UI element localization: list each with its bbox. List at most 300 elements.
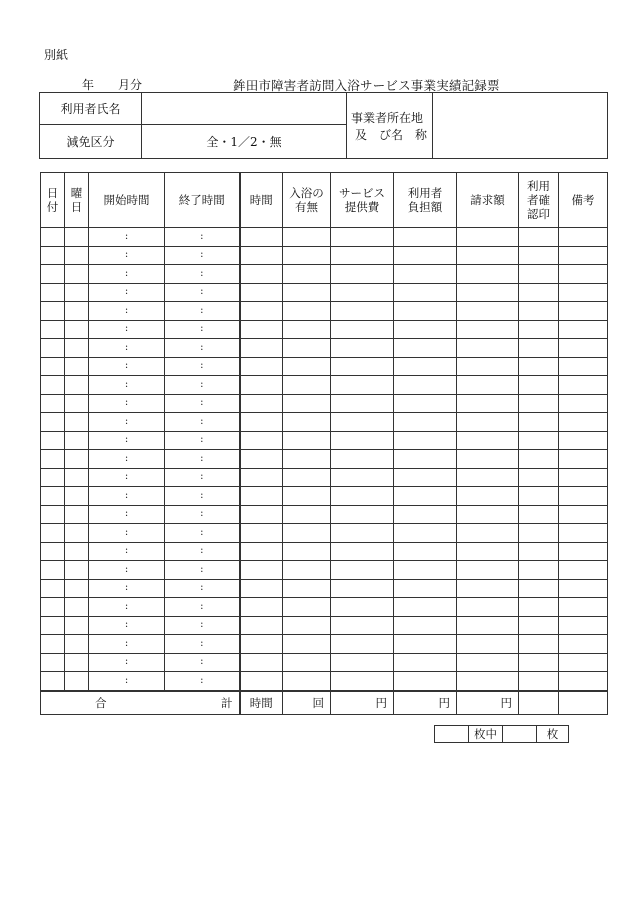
- service-cost-cell[interactable]: [331, 394, 394, 413]
- bath-cell[interactable]: [283, 431, 331, 450]
- user-confirm-cell[interactable]: [519, 265, 559, 284]
- user-burden-cell[interactable]: [394, 487, 457, 506]
- user-confirm-cell[interactable]: [519, 635, 559, 654]
- start-time-cell[interactable]: :: [89, 302, 165, 321]
- day-cell[interactable]: [41, 468, 65, 487]
- bath-cell[interactable]: [283, 228, 331, 247]
- user-burden-cell[interactable]: [394, 320, 457, 339]
- user-confirm-cell[interactable]: [519, 283, 559, 302]
- end-time-cell[interactable]: :: [165, 302, 240, 321]
- business-label: [347, 93, 433, 159]
- service-cost-cell[interactable]: [331, 468, 394, 487]
- hours-cell[interactable]: [240, 246, 283, 265]
- table-row: [41, 265, 608, 284]
- end-time-cell[interactable]: :: [165, 524, 240, 543]
- remarks-cell[interactable]: [559, 357, 608, 376]
- weekday-cell[interactable]: [65, 394, 89, 413]
- user-confirm-cell[interactable]: [519, 616, 559, 635]
- total-billing[interactable]: 円: [457, 691, 519, 715]
- start-time-cell[interactable]: :: [89, 487, 165, 506]
- billing-cell[interactable]: [457, 561, 519, 580]
- bath-cell[interactable]: [283, 394, 331, 413]
- user-burden-cell[interactable]: [394, 524, 457, 543]
- user-name-field[interactable]: [142, 93, 347, 125]
- billing-cell[interactable]: [457, 246, 519, 265]
- user-burden-cell[interactable]: [394, 653, 457, 672]
- end-time-cell[interactable]: :: [165, 542, 240, 561]
- remarks-cell[interactable]: [559, 616, 608, 635]
- service-cost-cell[interactable]: [331, 246, 394, 265]
- user-confirm-cell[interactable]: [519, 376, 559, 395]
- hours-cell[interactable]: [240, 524, 283, 543]
- weekday-cell[interactable]: [65, 376, 89, 395]
- hours-cell[interactable]: [240, 542, 283, 561]
- day-cell[interactable]: [41, 339, 65, 358]
- day-cell[interactable]: [41, 450, 65, 469]
- start-time-cell[interactable]: :: [89, 672, 165, 691]
- business-field[interactable]: [433, 93, 608, 159]
- end-time-cell[interactable]: :: [165, 246, 240, 265]
- billing-cell[interactable]: [457, 487, 519, 506]
- remarks-cell[interactable]: [559, 265, 608, 284]
- billing-cell[interactable]: [457, 413, 519, 432]
- day-cell[interactable]: [41, 431, 65, 450]
- start-time-cell[interactable]: :: [89, 246, 165, 265]
- weekday-cell[interactable]: [65, 598, 89, 617]
- service-cost-cell[interactable]: [331, 320, 394, 339]
- end-time-cell[interactable]: :: [165, 376, 240, 395]
- weekday-cell[interactable]: [65, 635, 89, 654]
- user-confirm-cell[interactable]: [519, 579, 559, 598]
- start-time-cell[interactable]: :: [89, 339, 165, 358]
- billing-cell[interactable]: [457, 265, 519, 284]
- user-confirm-cell[interactable]: [519, 672, 559, 691]
- start-time-cell[interactable]: :: [89, 431, 165, 450]
- bath-cell[interactable]: [283, 653, 331, 672]
- table-row: [41, 579, 608, 598]
- user-confirm-cell[interactable]: [519, 450, 559, 469]
- day-cell[interactable]: [41, 320, 65, 339]
- billing-cell[interactable]: [457, 672, 519, 691]
- user-burden-cell[interactable]: [394, 598, 457, 617]
- day-cell[interactable]: [41, 487, 65, 506]
- billing-cell[interactable]: [457, 320, 519, 339]
- service-cost-cell[interactable]: [331, 431, 394, 450]
- start-time-cell[interactable]: :: [89, 450, 165, 469]
- billing-cell[interactable]: [457, 524, 519, 543]
- start-time-cell[interactable]: :: [89, 561, 165, 580]
- hours-cell[interactable]: [240, 357, 283, 376]
- day-cell[interactable]: [41, 524, 65, 543]
- weekday-cell[interactable]: [65, 320, 89, 339]
- end-time-cell[interactable]: :: [165, 413, 240, 432]
- user-confirm-cell[interactable]: [519, 394, 559, 413]
- end-time-cell[interactable]: :: [165, 283, 240, 302]
- user-confirm-cell[interactable]: [519, 561, 559, 580]
- weekday-cell[interactable]: [65, 431, 89, 450]
- billing-cell[interactable]: [457, 542, 519, 561]
- day-cell[interactable]: [41, 561, 65, 580]
- service-cost-cell[interactable]: [331, 505, 394, 524]
- end-time-cell[interactable]: :: [165, 505, 240, 524]
- end-time-cell[interactable]: :: [165, 672, 240, 691]
- weekday-cell[interactable]: [65, 265, 89, 284]
- bath-cell[interactable]: [283, 265, 331, 284]
- bath-cell[interactable]: [283, 357, 331, 376]
- user-confirm-cell[interactable]: [519, 542, 559, 561]
- service-cost-cell[interactable]: [331, 616, 394, 635]
- user-burden-cell[interactable]: [394, 302, 457, 321]
- weekday-cell[interactable]: [65, 616, 89, 635]
- weekday-cell[interactable]: [65, 302, 89, 321]
- start-time-cell[interactable]: :: [89, 357, 165, 376]
- weekday-cell[interactable]: [65, 579, 89, 598]
- service-cost-cell[interactable]: [331, 579, 394, 598]
- user-burden-cell[interactable]: [394, 339, 457, 358]
- user-confirm-cell[interactable]: [519, 653, 559, 672]
- remarks-cell[interactable]: [559, 376, 608, 395]
- remarks-cell[interactable]: [559, 524, 608, 543]
- user-confirm-cell[interactable]: [519, 468, 559, 487]
- total-service-cost[interactable]: 円: [331, 691, 394, 715]
- weekday-cell[interactable]: [65, 413, 89, 432]
- hours-cell[interactable]: [240, 283, 283, 302]
- user-confirm-cell[interactable]: [519, 431, 559, 450]
- hours-cell[interactable]: [240, 228, 283, 247]
- remarks-cell[interactable]: [559, 394, 608, 413]
- hours-cell[interactable]: [240, 302, 283, 321]
- billing-cell[interactable]: [457, 468, 519, 487]
- service-cost-cell[interactable]: [331, 376, 394, 395]
- billing-cell[interactable]: [457, 302, 519, 321]
- hours-cell[interactable]: [240, 579, 283, 598]
- billing-cell[interactable]: [457, 616, 519, 635]
- service-cost-cell[interactable]: [331, 561, 394, 580]
- start-time-cell[interactable]: :: [89, 616, 165, 635]
- user-confirm-cell[interactable]: [519, 357, 559, 376]
- bath-cell[interactable]: [283, 320, 331, 339]
- day-cell[interactable]: [41, 246, 65, 265]
- start-time-cell[interactable]: :: [89, 320, 165, 339]
- bath-cell[interactable]: [283, 487, 331, 506]
- remarks-cell[interactable]: [559, 450, 608, 469]
- bath-cell[interactable]: [283, 579, 331, 598]
- bath-cell[interactable]: [283, 376, 331, 395]
- hours-cell[interactable]: [240, 653, 283, 672]
- remarks-cell[interactable]: [559, 653, 608, 672]
- user-burden-cell[interactable]: [394, 579, 457, 598]
- hours-cell[interactable]: [240, 598, 283, 617]
- total-times[interactable]: 回: [283, 691, 331, 715]
- end-time-cell[interactable]: :: [165, 653, 240, 672]
- bath-cell[interactable]: [283, 635, 331, 654]
- weekday-cell[interactable]: [65, 561, 89, 580]
- weekday-cell[interactable]: [65, 672, 89, 691]
- remarks-cell[interactable]: [559, 228, 608, 247]
- billing-cell[interactable]: [457, 653, 519, 672]
- weekday-cell[interactable]: [65, 283, 89, 302]
- end-time-cell[interactable]: :: [165, 579, 240, 598]
- remarks-cell[interactable]: [559, 672, 608, 691]
- hours-cell[interactable]: [240, 487, 283, 506]
- hours-cell[interactable]: [240, 376, 283, 395]
- user-burden-cell[interactable]: [394, 394, 457, 413]
- hours-cell[interactable]: [240, 672, 283, 691]
- billing-cell[interactable]: [457, 579, 519, 598]
- user-burden-cell[interactable]: [394, 246, 457, 265]
- weekday-cell[interactable]: [65, 542, 89, 561]
- start-time-cell[interactable]: :: [89, 505, 165, 524]
- hours-cell[interactable]: [240, 635, 283, 654]
- remarks-cell[interactable]: [559, 542, 608, 561]
- start-time-cell[interactable]: :: [89, 394, 165, 413]
- hours-cell[interactable]: [240, 265, 283, 284]
- start-time-cell[interactable]: :: [89, 468, 165, 487]
- day-cell[interactable]: [41, 635, 65, 654]
- hours-cell[interactable]: [240, 505, 283, 524]
- billing-cell[interactable]: [457, 339, 519, 358]
- bath-cell[interactable]: [283, 561, 331, 580]
- bath-cell[interactable]: [283, 598, 331, 617]
- weekday-cell[interactable]: [65, 339, 89, 358]
- start-time-cell[interactable]: :: [89, 635, 165, 654]
- remarks-cell[interactable]: [559, 468, 608, 487]
- hours-cell[interactable]: [240, 413, 283, 432]
- day-cell[interactable]: [41, 653, 65, 672]
- remarks-cell[interactable]: [559, 579, 608, 598]
- day-cell[interactable]: [41, 579, 65, 598]
- billing-cell[interactable]: [457, 635, 519, 654]
- user-burden-cell[interactable]: [394, 413, 457, 432]
- col-service-cost: サービス 提供費: [331, 173, 394, 228]
- start-time-cell[interactable]: :: [89, 283, 165, 302]
- bath-cell[interactable]: [283, 283, 331, 302]
- end-time-cell[interactable]: :: [165, 431, 240, 450]
- day-cell[interactable]: [41, 616, 65, 635]
- col-end-time: 終了時間: [165, 173, 240, 228]
- weekday-cell[interactable]: [65, 505, 89, 524]
- day-cell[interactable]: [41, 265, 65, 284]
- table-row: [41, 413, 608, 432]
- end-time-cell[interactable]: :: [165, 616, 240, 635]
- day-cell[interactable]: [41, 228, 65, 247]
- end-time-cell[interactable]: :: [165, 339, 240, 358]
- start-time-cell[interactable]: :: [89, 413, 165, 432]
- remarks-cell[interactable]: [559, 431, 608, 450]
- hours-cell[interactable]: [240, 320, 283, 339]
- col-user-confirm: 利用 者確 認印: [519, 173, 559, 228]
- user-confirm-cell[interactable]: [519, 228, 559, 247]
- billing-cell[interactable]: [457, 394, 519, 413]
- user-confirm-cell[interactable]: [519, 487, 559, 506]
- service-cost-cell[interactable]: [331, 487, 394, 506]
- weekday-cell[interactable]: [65, 487, 89, 506]
- end-time-cell[interactable]: :: [165, 598, 240, 617]
- user-burden-cell[interactable]: [394, 228, 457, 247]
- start-time-cell[interactable]: :: [89, 524, 165, 543]
- service-cost-cell[interactable]: [331, 450, 394, 469]
- user-burden-cell[interactable]: [394, 283, 457, 302]
- service-cost-cell[interactable]: [331, 339, 394, 358]
- weekday-cell[interactable]: [65, 524, 89, 543]
- start-time-cell[interactable]: :: [89, 265, 165, 284]
- service-cost-cell[interactable]: [331, 413, 394, 432]
- start-time-cell[interactable]: :: [89, 579, 165, 598]
- user-confirm-cell[interactable]: [519, 302, 559, 321]
- hours-cell[interactable]: [240, 468, 283, 487]
- hours-cell[interactable]: [240, 450, 283, 469]
- col-day: 日付: [41, 173, 65, 228]
- user-burden-cell[interactable]: [394, 265, 457, 284]
- bath-cell[interactable]: [283, 339, 331, 358]
- remarks-cell[interactable]: [559, 413, 608, 432]
- weekday-cell[interactable]: [65, 246, 89, 265]
- bath-cell[interactable]: [283, 246, 331, 265]
- user-burden-cell[interactable]: [394, 357, 457, 376]
- user-burden-cell[interactable]: [394, 450, 457, 469]
- weekday-cell[interactable]: [65, 450, 89, 469]
- total-sheets-field[interactable]: [435, 726, 469, 743]
- billing-cell[interactable]: [457, 283, 519, 302]
- year-label: 年: [82, 78, 95, 92]
- user-confirm-cell[interactable]: [519, 246, 559, 265]
- page-counter: [434, 725, 569, 743]
- service-cost-cell[interactable]: [331, 228, 394, 247]
- end-time-cell[interactable]: :: [165, 487, 240, 506]
- remarks-cell[interactable]: [559, 302, 608, 321]
- user-burden-cell[interactable]: [394, 468, 457, 487]
- day-cell[interactable]: [41, 376, 65, 395]
- end-time-cell[interactable]: :: [165, 228, 240, 247]
- bath-cell[interactable]: [283, 468, 331, 487]
- day-cell[interactable]: [41, 542, 65, 561]
- user-burden-cell[interactable]: [394, 376, 457, 395]
- bath-cell[interactable]: [283, 413, 331, 432]
- day-cell[interactable]: [41, 598, 65, 617]
- hours-cell[interactable]: [240, 616, 283, 635]
- hours-cell[interactable]: [240, 431, 283, 450]
- bath-cell[interactable]: [283, 672, 331, 691]
- end-time-cell[interactable]: :: [165, 450, 240, 469]
- remarks-cell[interactable]: [559, 598, 608, 617]
- total-hours[interactable]: 時間: [240, 691, 283, 715]
- service-cost-cell[interactable]: [331, 635, 394, 654]
- weekday-cell[interactable]: [65, 653, 89, 672]
- day-cell[interactable]: [41, 413, 65, 432]
- service-cost-cell[interactable]: [331, 653, 394, 672]
- service-cost-cell[interactable]: [331, 598, 394, 617]
- service-cost-cell[interactable]: [331, 524, 394, 543]
- end-time-cell[interactable]: :: [165, 265, 240, 284]
- remarks-cell[interactable]: [559, 246, 608, 265]
- user-burden-cell[interactable]: [394, 635, 457, 654]
- user-burden-cell[interactable]: [394, 672, 457, 691]
- service-cost-cell[interactable]: [331, 283, 394, 302]
- start-time-cell[interactable]: :: [89, 542, 165, 561]
- day-cell[interactable]: [41, 302, 65, 321]
- bath-cell[interactable]: [283, 616, 331, 635]
- billing-cell[interactable]: [457, 357, 519, 376]
- user-burden-cell[interactable]: [394, 505, 457, 524]
- table-row: [41, 431, 608, 450]
- remarks-cell[interactable]: [559, 339, 608, 358]
- col-user-burden: 利用者 負担額: [394, 173, 457, 228]
- service-cost-cell[interactable]: [331, 672, 394, 691]
- sheet-number-field[interactable]: [503, 726, 537, 743]
- hours-cell[interactable]: [240, 561, 283, 580]
- end-time-cell[interactable]: :: [165, 320, 240, 339]
- remarks-cell[interactable]: [559, 283, 608, 302]
- day-cell[interactable]: [41, 357, 65, 376]
- end-time-cell[interactable]: :: [165, 357, 240, 376]
- start-time-cell[interactable]: :: [89, 598, 165, 617]
- user-burden-cell[interactable]: [394, 616, 457, 635]
- start-time-cell[interactable]: :: [89, 376, 165, 395]
- service-cost-cell[interactable]: [331, 265, 394, 284]
- service-cost-cell[interactable]: [331, 542, 394, 561]
- user-confirm-cell[interactable]: [519, 413, 559, 432]
- end-time-cell[interactable]: :: [165, 561, 240, 580]
- billing-cell[interactable]: [457, 598, 519, 617]
- total-confirm: [519, 691, 559, 715]
- bath-cell[interactable]: [283, 542, 331, 561]
- end-time-cell[interactable]: :: [165, 635, 240, 654]
- remarks-cell[interactable]: [559, 635, 608, 654]
- bath-cell[interactable]: [283, 302, 331, 321]
- user-confirm-cell[interactable]: [519, 598, 559, 617]
- remarks-cell[interactable]: [559, 487, 608, 506]
- table-row: [41, 672, 608, 691]
- user-burden-cell[interactable]: [394, 431, 457, 450]
- remarks-cell[interactable]: [559, 561, 608, 580]
- billing-cell[interactable]: [457, 450, 519, 469]
- service-cost-cell[interactable]: [331, 357, 394, 376]
- day-cell[interactable]: [41, 394, 65, 413]
- total-user-burden[interactable]: 円: [394, 691, 457, 715]
- user-confirm-cell[interactable]: [519, 339, 559, 358]
- end-time-cell[interactable]: :: [165, 394, 240, 413]
- user-confirm-cell[interactable]: [519, 524, 559, 543]
- billing-cell[interactable]: [457, 376, 519, 395]
- day-cell[interactable]: [41, 505, 65, 524]
- bath-cell[interactable]: [283, 505, 331, 524]
- start-time-cell[interactable]: :: [89, 653, 165, 672]
- hours-cell[interactable]: [240, 394, 283, 413]
- billing-cell[interactable]: [457, 228, 519, 247]
- remarks-cell[interactable]: [559, 505, 608, 524]
- day-cell[interactable]: [41, 672, 65, 691]
- weekday-cell[interactable]: [65, 468, 89, 487]
- start-time-cell[interactable]: :: [89, 228, 165, 247]
- billing-cell[interactable]: [457, 431, 519, 450]
- remarks-cell[interactable]: [559, 320, 608, 339]
- user-confirm-cell[interactable]: [519, 320, 559, 339]
- day-cell[interactable]: [41, 283, 65, 302]
- bath-cell[interactable]: [283, 524, 331, 543]
- service-cost-cell[interactable]: [331, 302, 394, 321]
- table-row: [41, 302, 608, 321]
- hours-cell[interactable]: [240, 339, 283, 358]
- user-burden-cell[interactable]: [394, 561, 457, 580]
- bath-cell[interactable]: [283, 450, 331, 469]
- weekday-cell[interactable]: [65, 357, 89, 376]
- billing-cell[interactable]: [457, 505, 519, 524]
- exemption-options[interactable]: 全・1／2・無: [142, 125, 347, 159]
- weekday-cell[interactable]: [65, 228, 89, 247]
- user-burden-cell[interactable]: [394, 542, 457, 561]
- user-confirm-cell[interactable]: [519, 505, 559, 524]
- end-time-cell[interactable]: :: [165, 468, 240, 487]
